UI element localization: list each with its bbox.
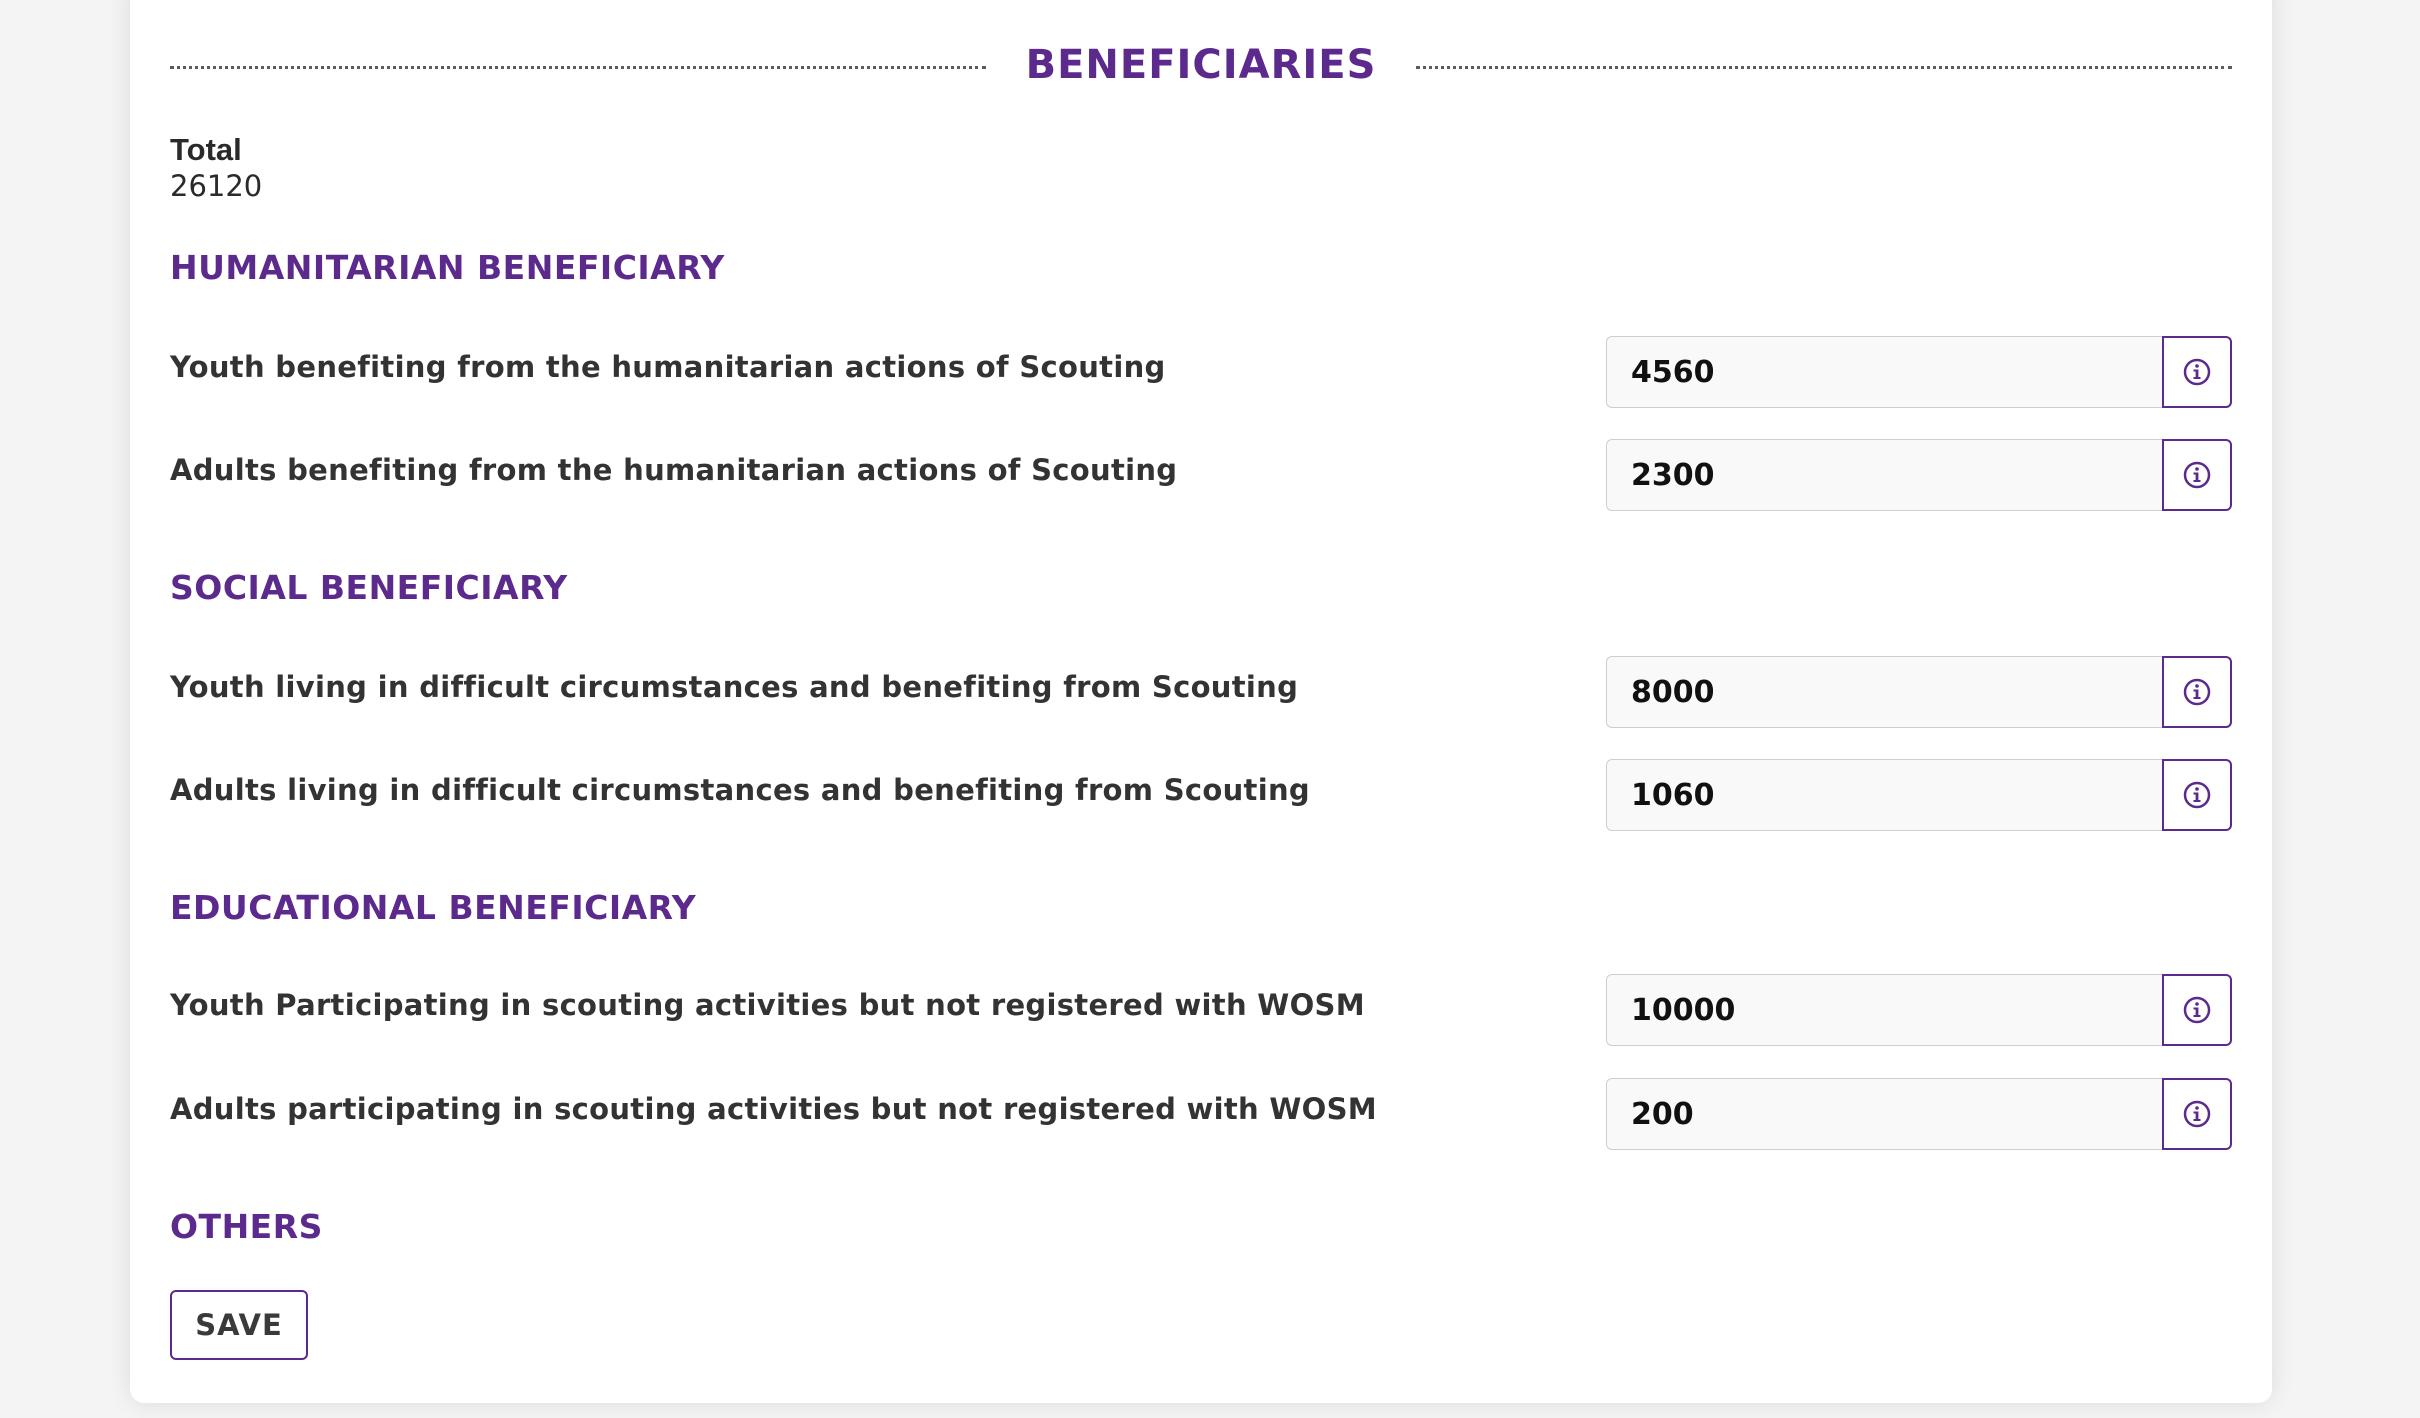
page-title: BENEFICIARIES (1025, 42, 1377, 88)
heading-social-beneficiary: SOCIAL BENEFICIARY (170, 568, 568, 607)
field-row-adults-educational (170, 1092, 2232, 1164)
field-label: Youth Participating in scouting activities but not registered with WOSM (170, 988, 1365, 1022)
adults-humanitarian-input[interactable] (1606, 439, 2162, 511)
field-control (1606, 656, 2232, 728)
total-label: Total (170, 132, 242, 167)
info-circle-icon (2182, 460, 2212, 490)
heading-humanitarian-beneficiary: HUMANITARIAN BENEFICIARY (170, 248, 725, 287)
info-circle-icon (2182, 780, 2212, 810)
info-button[interactable] (2162, 1078, 2232, 1150)
info-circle-icon (2182, 1099, 2212, 1129)
heading-educational-beneficiary: EDUCATIONAL BENEFICIARY (170, 888, 697, 927)
header-divider-right (1416, 66, 2232, 69)
info-button[interactable] (2162, 759, 2232, 831)
total-value: 26120 (170, 169, 263, 203)
info-button[interactable] (2162, 336, 2232, 408)
heading-others: OTHERS (170, 1207, 323, 1246)
info-circle-icon (2182, 677, 2212, 707)
field-row-adults-social (170, 773, 2232, 845)
field-row-youth-educational (170, 988, 2232, 1060)
info-button[interactable] (2162, 974, 2232, 1046)
field-label: Youth living in difficult circumstances and benefiting from Scouting (170, 670, 1299, 704)
field-row-youth-social (170, 670, 2232, 742)
field-row-adults-humanitarian (170, 453, 2232, 525)
info-button[interactable] (2162, 656, 2232, 728)
form-body (170, 0, 2232, 1403)
field-control (1606, 974, 2232, 1046)
info-button[interactable] (2162, 439, 2232, 511)
field-label: Youth benefiting from the humanitarian actions of Scouting (170, 350, 1166, 384)
adults-educational-input[interactable] (1606, 1078, 2162, 1150)
youth-educational-input[interactable] (1606, 974, 2162, 1046)
field-control (1606, 439, 2232, 511)
info-circle-icon (2182, 357, 2212, 387)
save-button[interactable]: SAVE (170, 1290, 308, 1360)
beneficiaries-card (130, 0, 2272, 1403)
youth-social-input[interactable] (1606, 656, 2162, 728)
info-circle-icon (2182, 995, 2212, 1025)
field-control (1606, 336, 2232, 408)
field-label: Adults participating in scouting activities but not registered with WOSM (170, 1092, 1377, 1126)
field-label: Adults benefiting from the humanitarian actions of Scouting (170, 453, 1178, 487)
field-row-youth-humanitarian (170, 350, 2232, 422)
header-divider-left (170, 66, 986, 69)
section-header (170, 10, 2232, 120)
adults-social-input[interactable] (1606, 759, 2162, 831)
field-label: Adults living in difficult circumstances and benefiting from Scouting (170, 773, 1310, 807)
field-control (1606, 1078, 2232, 1150)
total-summary (170, 132, 262, 204)
field-control (1606, 759, 2232, 831)
youth-humanitarian-input[interactable] (1606, 336, 2162, 408)
